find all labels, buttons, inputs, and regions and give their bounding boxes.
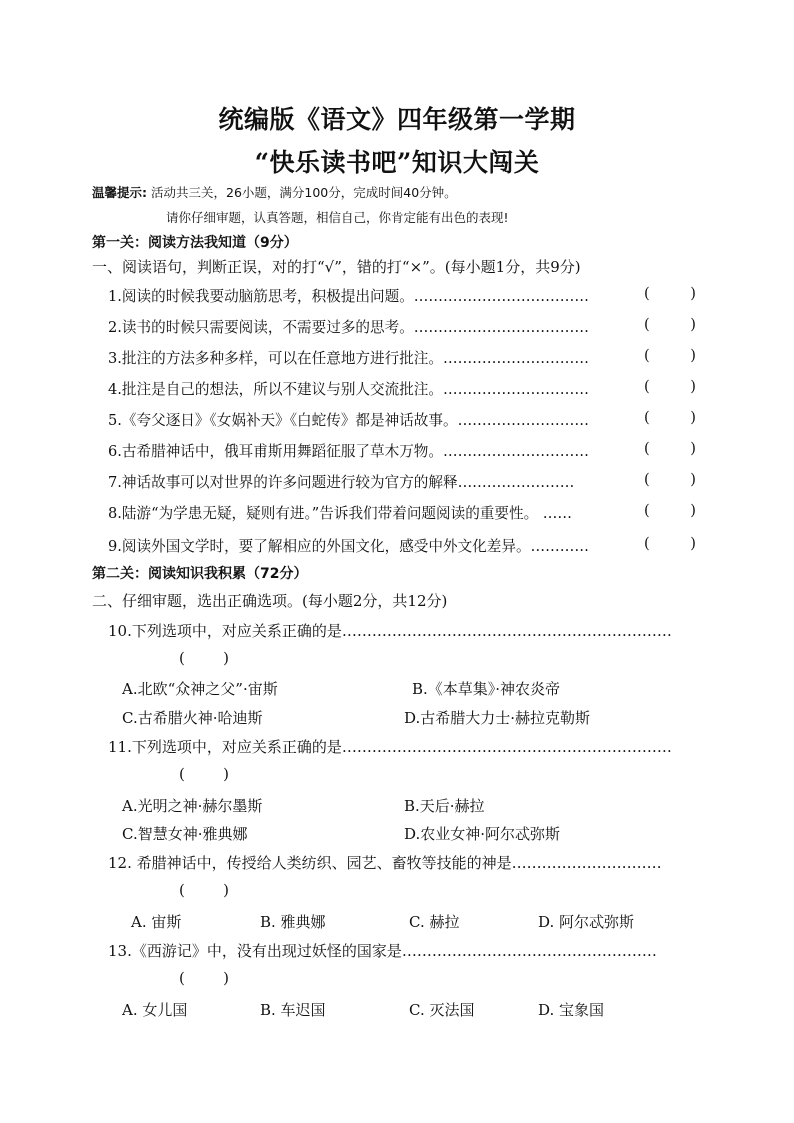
option-d[interactable]: D. 阿尔忒弥斯 [538,913,635,931]
answer-blank[interactable]: ( ) [644,440,696,457]
question-stem: 10.下列选项中，对应关系正确的是………………………………………………………… [108,622,672,640]
answer-blank[interactable]: ( ) [644,347,696,364]
judge-item [108,378,695,399]
judge-item-text: 7.神话故事可以对世界的许多问题进行较为官方的解释…………………… [108,474,575,491]
option-b[interactable]: B.《本草集》·神农炎帝 [412,680,561,698]
judge-item [108,502,695,523]
answer-blank[interactable]: ( ) [644,285,696,302]
question-stem: 11.下列选项中，对应关系正确的是………………………………………………………… [108,738,672,756]
answer-blank[interactable]: ( ) [644,316,696,333]
answer-blank[interactable]: ( ) [644,409,696,426]
answer-blank[interactable]: ( ) [644,471,696,488]
option-a[interactable]: A.光明之神·赫尔墨斯 [122,797,263,815]
title-line-2: “快乐读书吧”知识大闯关 [254,148,540,177]
option-b[interactable]: B.天后·赫拉 [404,797,485,815]
option-d[interactable]: D. 宝象国 [538,1001,605,1019]
option-c[interactable]: C. 赫拉 [409,913,460,931]
option-d[interactable]: D.农业女神·阿尔忒弥斯 [404,825,561,843]
tip-text-1: 活动共三关，26小题，满分100分，完成时间40分钟。 [150,185,457,200]
option-b[interactable]: B. 雅典娜 [260,913,326,931]
option-c[interactable]: C.古希腊火神·哈迪斯 [122,709,263,727]
answer-blank[interactable]: ( ) [179,765,229,783]
option-a[interactable]: A. 宙斯 [131,913,182,931]
section-2-instruction: 二、仔细审题，选出正确选项。(每小题2分，共12分) [92,592,448,610]
option-b[interactable]: B. 车迟国 [260,1001,326,1019]
answer-blank[interactable]: ( ) [179,649,229,667]
option-d[interactable]: D.古希腊大力士·赫拉克勒斯 [404,709,591,727]
option-a[interactable]: A.北欧“众神之父”·宙斯 [122,680,278,698]
judge-item-text: 6.古希腊神话中，俄耳甫斯用舞蹈征服了草木万物。………………………… [108,443,589,460]
option-c[interactable]: C. 灭法国 [409,1001,475,1019]
answer-blank[interactable]: ( ) [644,535,696,552]
judge-item-text: 8.陆游“为学患无疑，疑则有进。”告诉我们带着问题阅读的重要性。 …… [108,505,572,522]
judge-item-text: 1.阅读的时候我要动脑筋思考，积极提出问题。……………………………… [108,288,589,305]
tip-line-1 [92,183,457,201]
option-c[interactable]: C.智慧女神·雅典娜 [122,825,248,843]
section-2-heading: 第二关：阅读知识我积累（72分） [92,566,308,582]
tip-label: 温馨提示: [92,185,147,200]
answer-blank[interactable]: ( ) [644,378,696,395]
answer-blank[interactable]: ( ) [644,502,696,519]
judge-item-text: 5.《夸父逐日》《女娲补天》《白蛇传》都是神话故事。……………………… [108,412,589,429]
judge-item-text: 9.阅读外国文学时，要了解相应的外国文化，感受中外文化差异。………… [108,538,589,555]
tip-text-2: 请你仔细审题，认真答题，相信自己，你肯定能有出色的表现! [166,210,509,225]
question-stem: 13.《西游记》中，没有出现过妖怪的国家是…………………………………………… [108,942,657,960]
judge-item [108,440,695,461]
judge-item-text: 2.读书的时候只需要阅读，不需要过多的思考。……………………………… [108,319,589,336]
judge-item-text: 3.批注的方法多种多样，可以在任意地方进行批注。………………………… [108,350,589,367]
option-a[interactable]: A. 女儿国 [122,1001,188,1019]
question-stem: 12. 希腊神话中，传授给人类纺织、园艺、畜牧等技能的神是………………………… [108,854,662,872]
judge-item [108,471,695,492]
judge-item [108,316,695,337]
judge-item [108,409,695,430]
judge-item [108,347,695,368]
answer-blank[interactable]: ( ) [179,881,229,899]
title-line-1: 统编版《语文》四年级第一学期 [218,105,576,134]
judge-item-text: 4.批注是自己的想法，所以不建议与别人交流批注。………………………… [108,381,589,398]
judge-item [108,285,695,306]
section-1-instruction: 一、阅读语句，判断正误，对的打“√”，错的打“×”。(每小题1分，共9分) [92,258,581,276]
answer-blank[interactable]: ( ) [179,969,229,987]
section-1-heading: 第一关：阅读方法我知道（9分） [92,235,298,251]
judge-item [108,535,695,556]
